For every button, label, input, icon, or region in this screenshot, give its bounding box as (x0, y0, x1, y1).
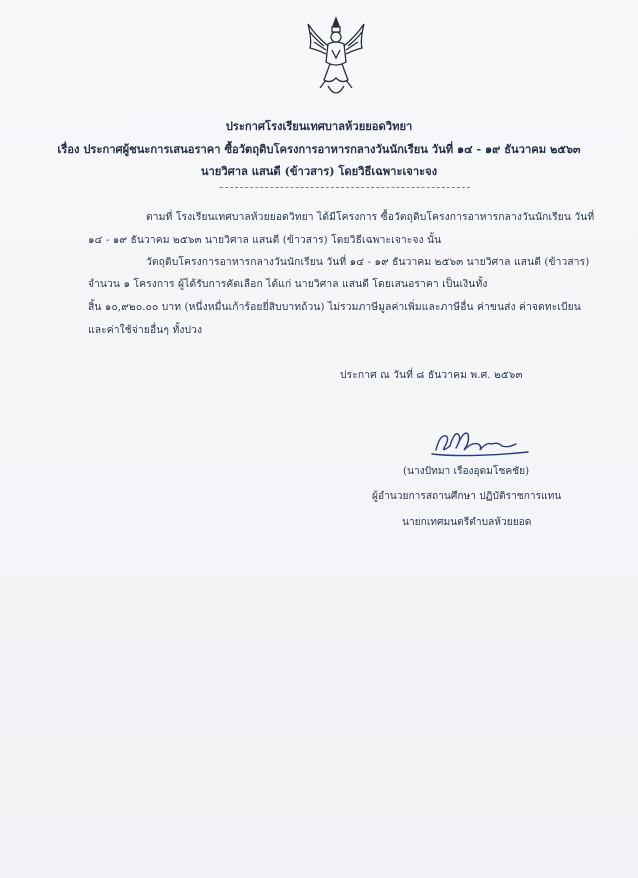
divider (220, 187, 470, 188)
signer-name: (นางปัทมา เรืองอุดมโชคชัย) (403, 466, 530, 477)
handwritten-signature (428, 424, 538, 460)
announcement-subject-cont: นายวิศาล แสนดี (ข้าวสาร) โดยวิธีเฉพาะเจาะจง (200, 164, 438, 178)
signer-position: ผู้อำนวยการสถานศึกษา ปฏิบัติราชการแทน (372, 491, 562, 502)
body-line: ตามที่ โรงเรียนเทศบาลห้วยยอดวิทยา ได้มีโครงการ ซื้อวัตถุดิบโครงการอาหารกลางวันนักเรียน วันที่ (146, 211, 595, 223)
announcement-subject: เรื่อง ประกาศผู้ชนะการเสนอราคา ซื้อวัตถุดิบโครงการอาหารกลางวันนักเรียน วันที่ ๑๔ - ๑๙ ธันวาคม ๒๕๖๓ (57, 142, 581, 156)
announce-date: ประกาศ ณ วันที่ ๘ ธันวาคม พ.ศ. ๒๕๖๓ (340, 369, 523, 381)
body-line: สิ้น ๑๐,๙๒๐.๐๐ บาท (หนึ่งหมื่นเก้าร้อยยี่สิบบาทถ้วน) ไม่รวมภาษีมูลค่าเพิ่มและภาษีอื่น ค่าขนส่ง ค่าจดทะเบียน (88, 301, 581, 313)
body-line: จำนวน ๑ โครงการ ผู้ได้รับการคัดเลือก ได้แก่ นายวิศาล แสนดี โดยเสนอราคา เป็นเงินทั้ง (88, 278, 488, 290)
body-line: และค่าใช้จ่ายอื่นๆ ทั้งปวง (88, 324, 203, 336)
body-line: วัตถุดิบโครงการอาหารกลางวันนักเรียน วันที่ ๑๔ - ๑๙ ธันวาคม ๒๕๖๓ นายวิศาล แสนดี (ข้าวสาร) (146, 256, 590, 268)
announcement-title: ประกาศโรงเรียนเทศบาลห้วยยอดวิทยา (225, 119, 413, 133)
body-line: ๑๔ - ๑๙ ธันวาคม ๒๕๖๓ นายวิศาล แสนดี (ข้าวสาร) โดยวิธีเฉพาะเจาะจง นั้น (88, 234, 442, 246)
signer-position-2: นายกเทศมนตรีตำบลห้วยยอด (402, 517, 532, 528)
garuda-emblem (302, 14, 370, 104)
